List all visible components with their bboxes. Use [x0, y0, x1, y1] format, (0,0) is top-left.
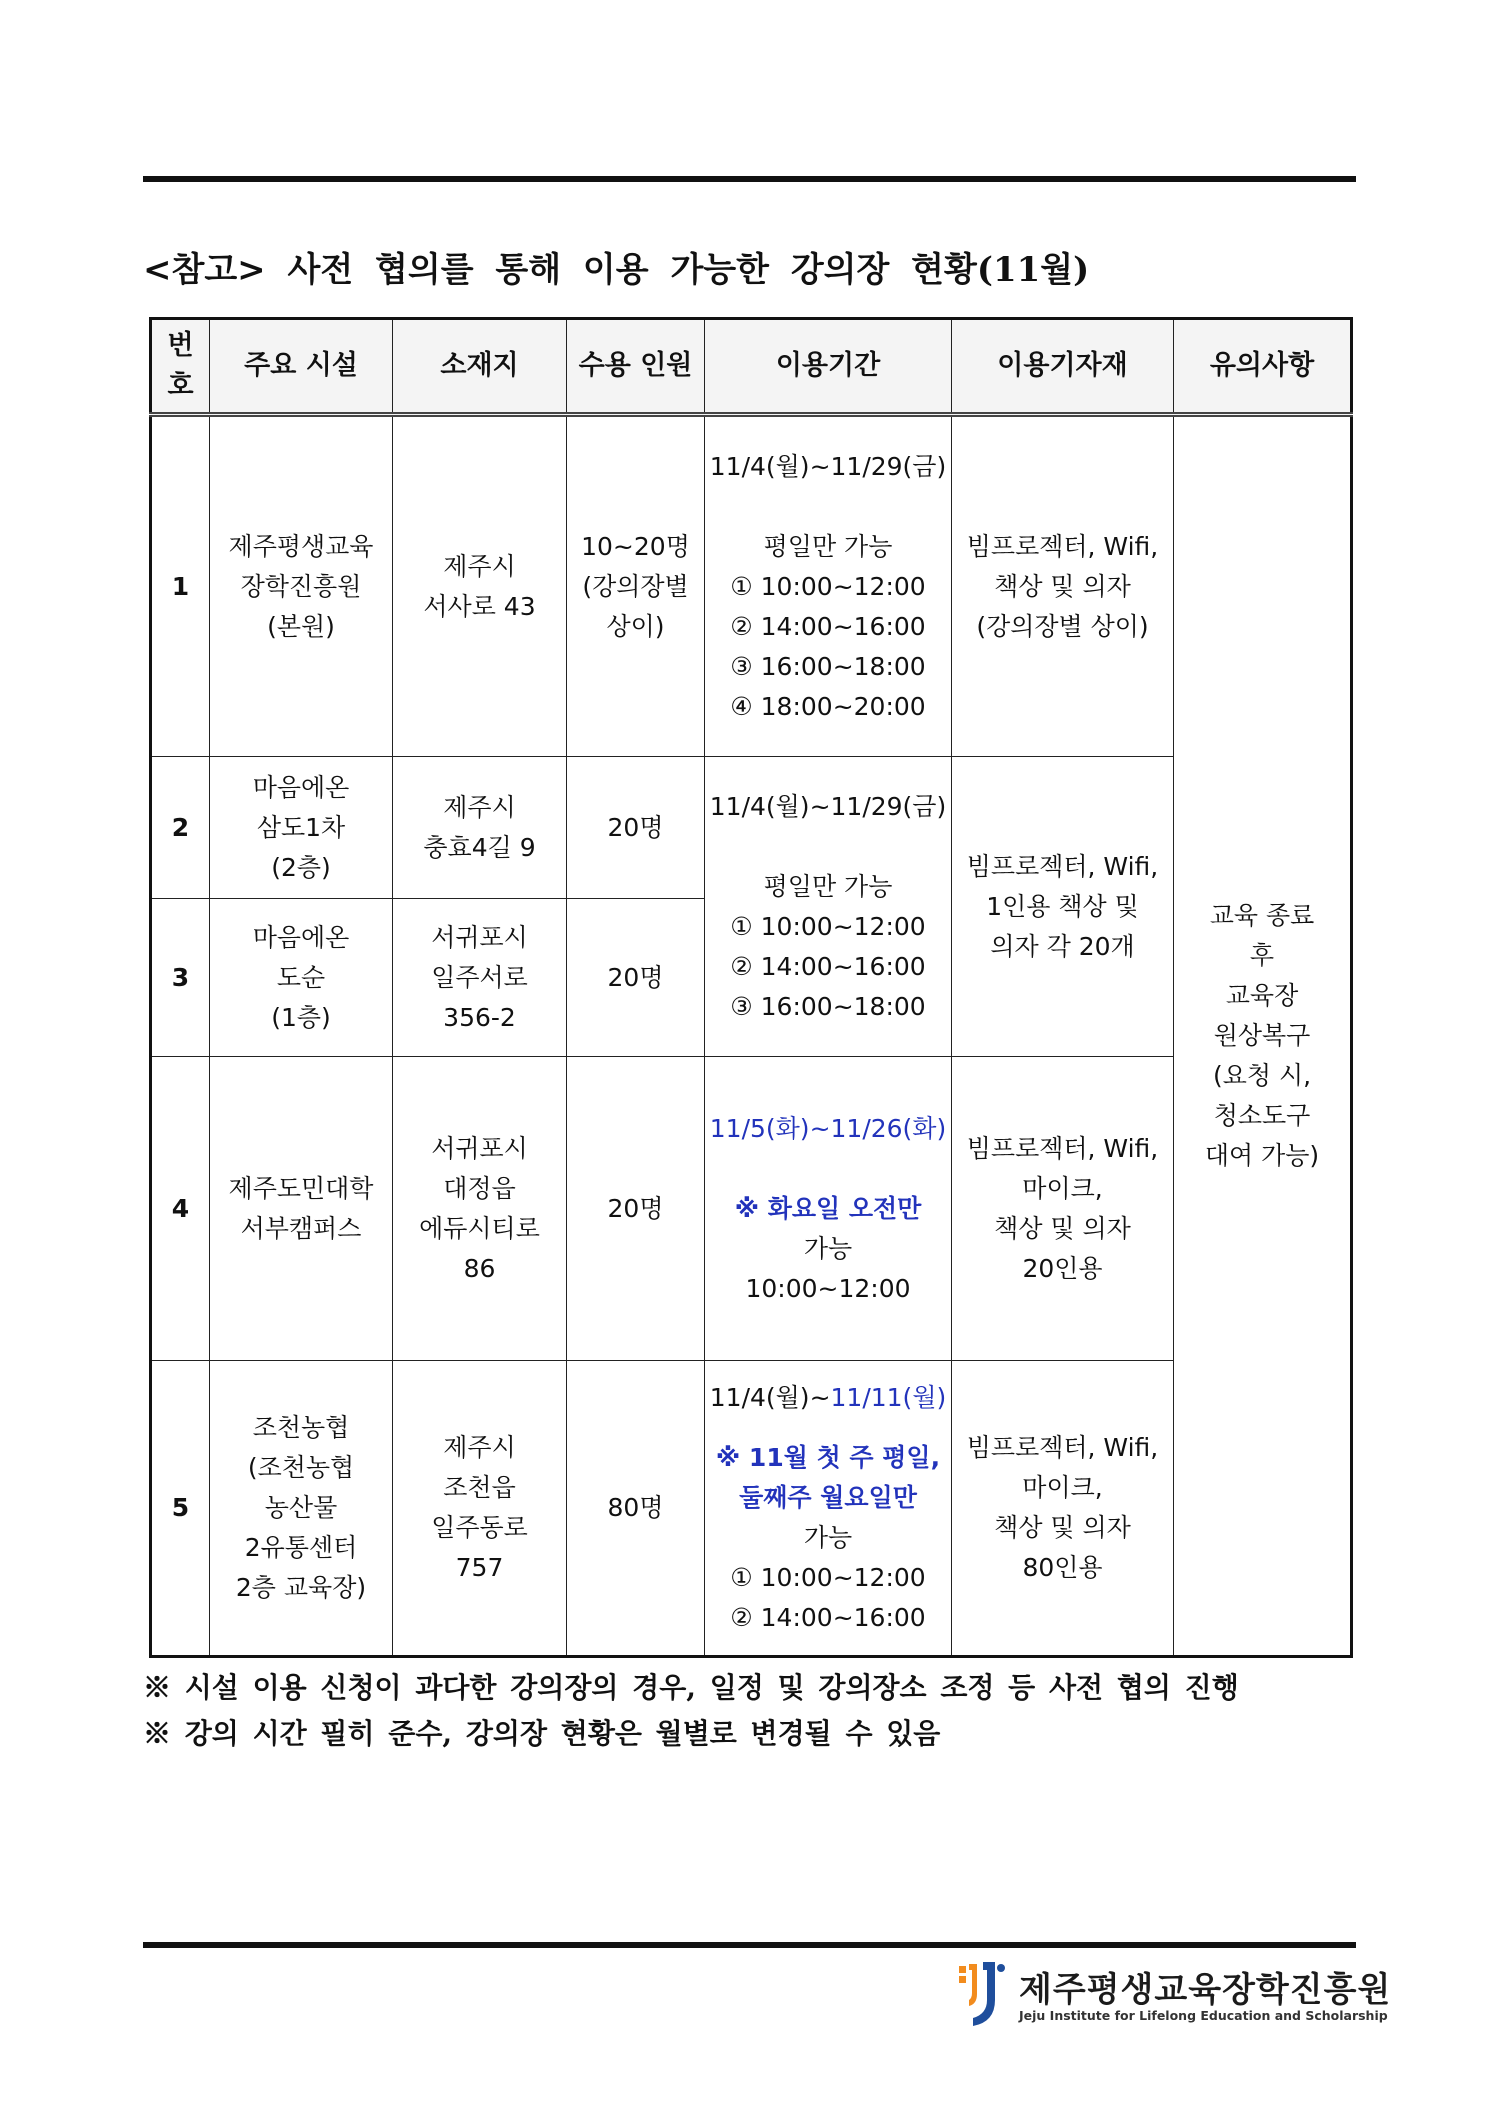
bottom-rule	[143, 1942, 1356, 1948]
row-number: 5	[151, 1361, 210, 1657]
facility-cell: 제주평생교육 장학진흥원 (본원)	[210, 415, 393, 757]
institute-logo	[955, 1958, 1392, 2038]
equipment-cell: 빔프로젝터, Wifi, 1인용 책상 및 의자 각 20개	[952, 757, 1174, 1057]
page-title: <참고> 사전 협의를 통해 이용 가능한 강의장 현황(11월)	[143, 250, 1090, 290]
header-period: 이용기간	[705, 319, 952, 415]
footnote: ※ 강의 시간 필히 준수, 강의장 현황은 월별로 변경될 수 있음	[143, 1717, 941, 1750]
period-cell: 11/5(화)~11/26(화) ※ 화요일 오전만 가능 10:00~12:00	[705, 1057, 952, 1361]
facility-cell: 마음에온 도순 (1층)	[210, 899, 393, 1057]
table-row	[151, 1361, 1352, 1657]
capacity-cell: 20명	[567, 757, 705, 899]
table-row	[151, 1057, 1352, 1361]
table-header-row	[151, 319, 1352, 415]
period-cell: 11/4(월)~11/29(금) 평일만 가능 ① 10:00~12:00 ② 14:00~16:00 ③ 16:00~18:00 ④ 18:00~20:00	[705, 415, 952, 757]
institute-name: 제주평생교육장학진흥원	[1019, 1970, 1392, 2010]
row-number: 1	[151, 415, 210, 757]
institute-emblem-icon	[955, 1960, 1011, 2030]
footnote: ※ 시설 이용 신청이 과다한 강의장의 경우, 일정 및 강의장소 조정 등 사전 협의 진행	[143, 1671, 1239, 1704]
location-cell: 제주시 조천읍 일주동로 757	[393, 1361, 567, 1657]
institute-subtitle: Jeju Institute for Lifelong Education and Scholarship	[1019, 2008, 1388, 2023]
equipment-cell: 빔프로젝터, Wifi, 마이크, 책상 및 의자 20인용	[952, 1057, 1174, 1361]
capacity-cell: 20명	[567, 1057, 705, 1361]
capacity-cell: 10~20명 (강의장별 상이)	[567, 415, 705, 757]
table-row	[151, 757, 1352, 899]
facility-cell: 마음에온 삼도1차 (2층)	[210, 757, 393, 899]
venue-table	[149, 317, 1353, 1658]
header-capacity: 수용 인원	[567, 319, 705, 415]
capacity-cell: 80명	[567, 1361, 705, 1657]
equipment-cell: 빔프로젝터, Wifi, 마이크, 책상 및 의자 80인용	[952, 1361, 1174, 1657]
header-location: 소재지	[393, 319, 567, 415]
facility-cell: 제주도민대학 서부캠퍼스	[210, 1057, 393, 1361]
period-cell: 11/4(월)~11/11(월) ※ 11월 첫 주 평일, 둘째주 월요일만 가능 ① 10:00~12:00 ② 14:00~16:00	[705, 1361, 952, 1657]
header-num: 번 호	[151, 319, 210, 415]
table-row	[151, 415, 1352, 757]
period-cell: 11/4(월)~11/29(금) 평일만 가능 ① 10:00~12:00 ② 14:00~16:00 ③ 16:00~18:00	[705, 757, 952, 1057]
caution-cell: 교육 종료 후 교육장 원상복구 (요청 시, 청소도구 대여 가능)	[1174, 415, 1352, 1657]
header-facility: 주요 시설	[210, 319, 393, 415]
row-number: 2	[151, 757, 210, 899]
header-equipment: 이용기자재	[952, 319, 1174, 415]
top-rule	[143, 176, 1356, 182]
location-cell: 제주시 서사로 43	[393, 415, 567, 757]
capacity-cell: 20명	[567, 899, 705, 1057]
location-cell: 서귀포시 대정읍 에듀시티로 86	[393, 1057, 567, 1361]
row-number: 4	[151, 1057, 210, 1361]
location-cell: 서귀포시 일주서로 356-2	[393, 899, 567, 1057]
facility-cell: 조천농협 (조천농협 농산물 2유통센터 2층 교육장)	[210, 1361, 393, 1657]
equipment-cell: 빔프로젝터, Wifi, 책상 및 의자 (강의장별 상이)	[952, 415, 1174, 757]
footnotes	[143, 1665, 1239, 1757]
location-cell: 제주시 충효4길 9	[393, 757, 567, 899]
row-number: 3	[151, 899, 210, 1057]
header-notes: 유의사항	[1174, 319, 1352, 415]
